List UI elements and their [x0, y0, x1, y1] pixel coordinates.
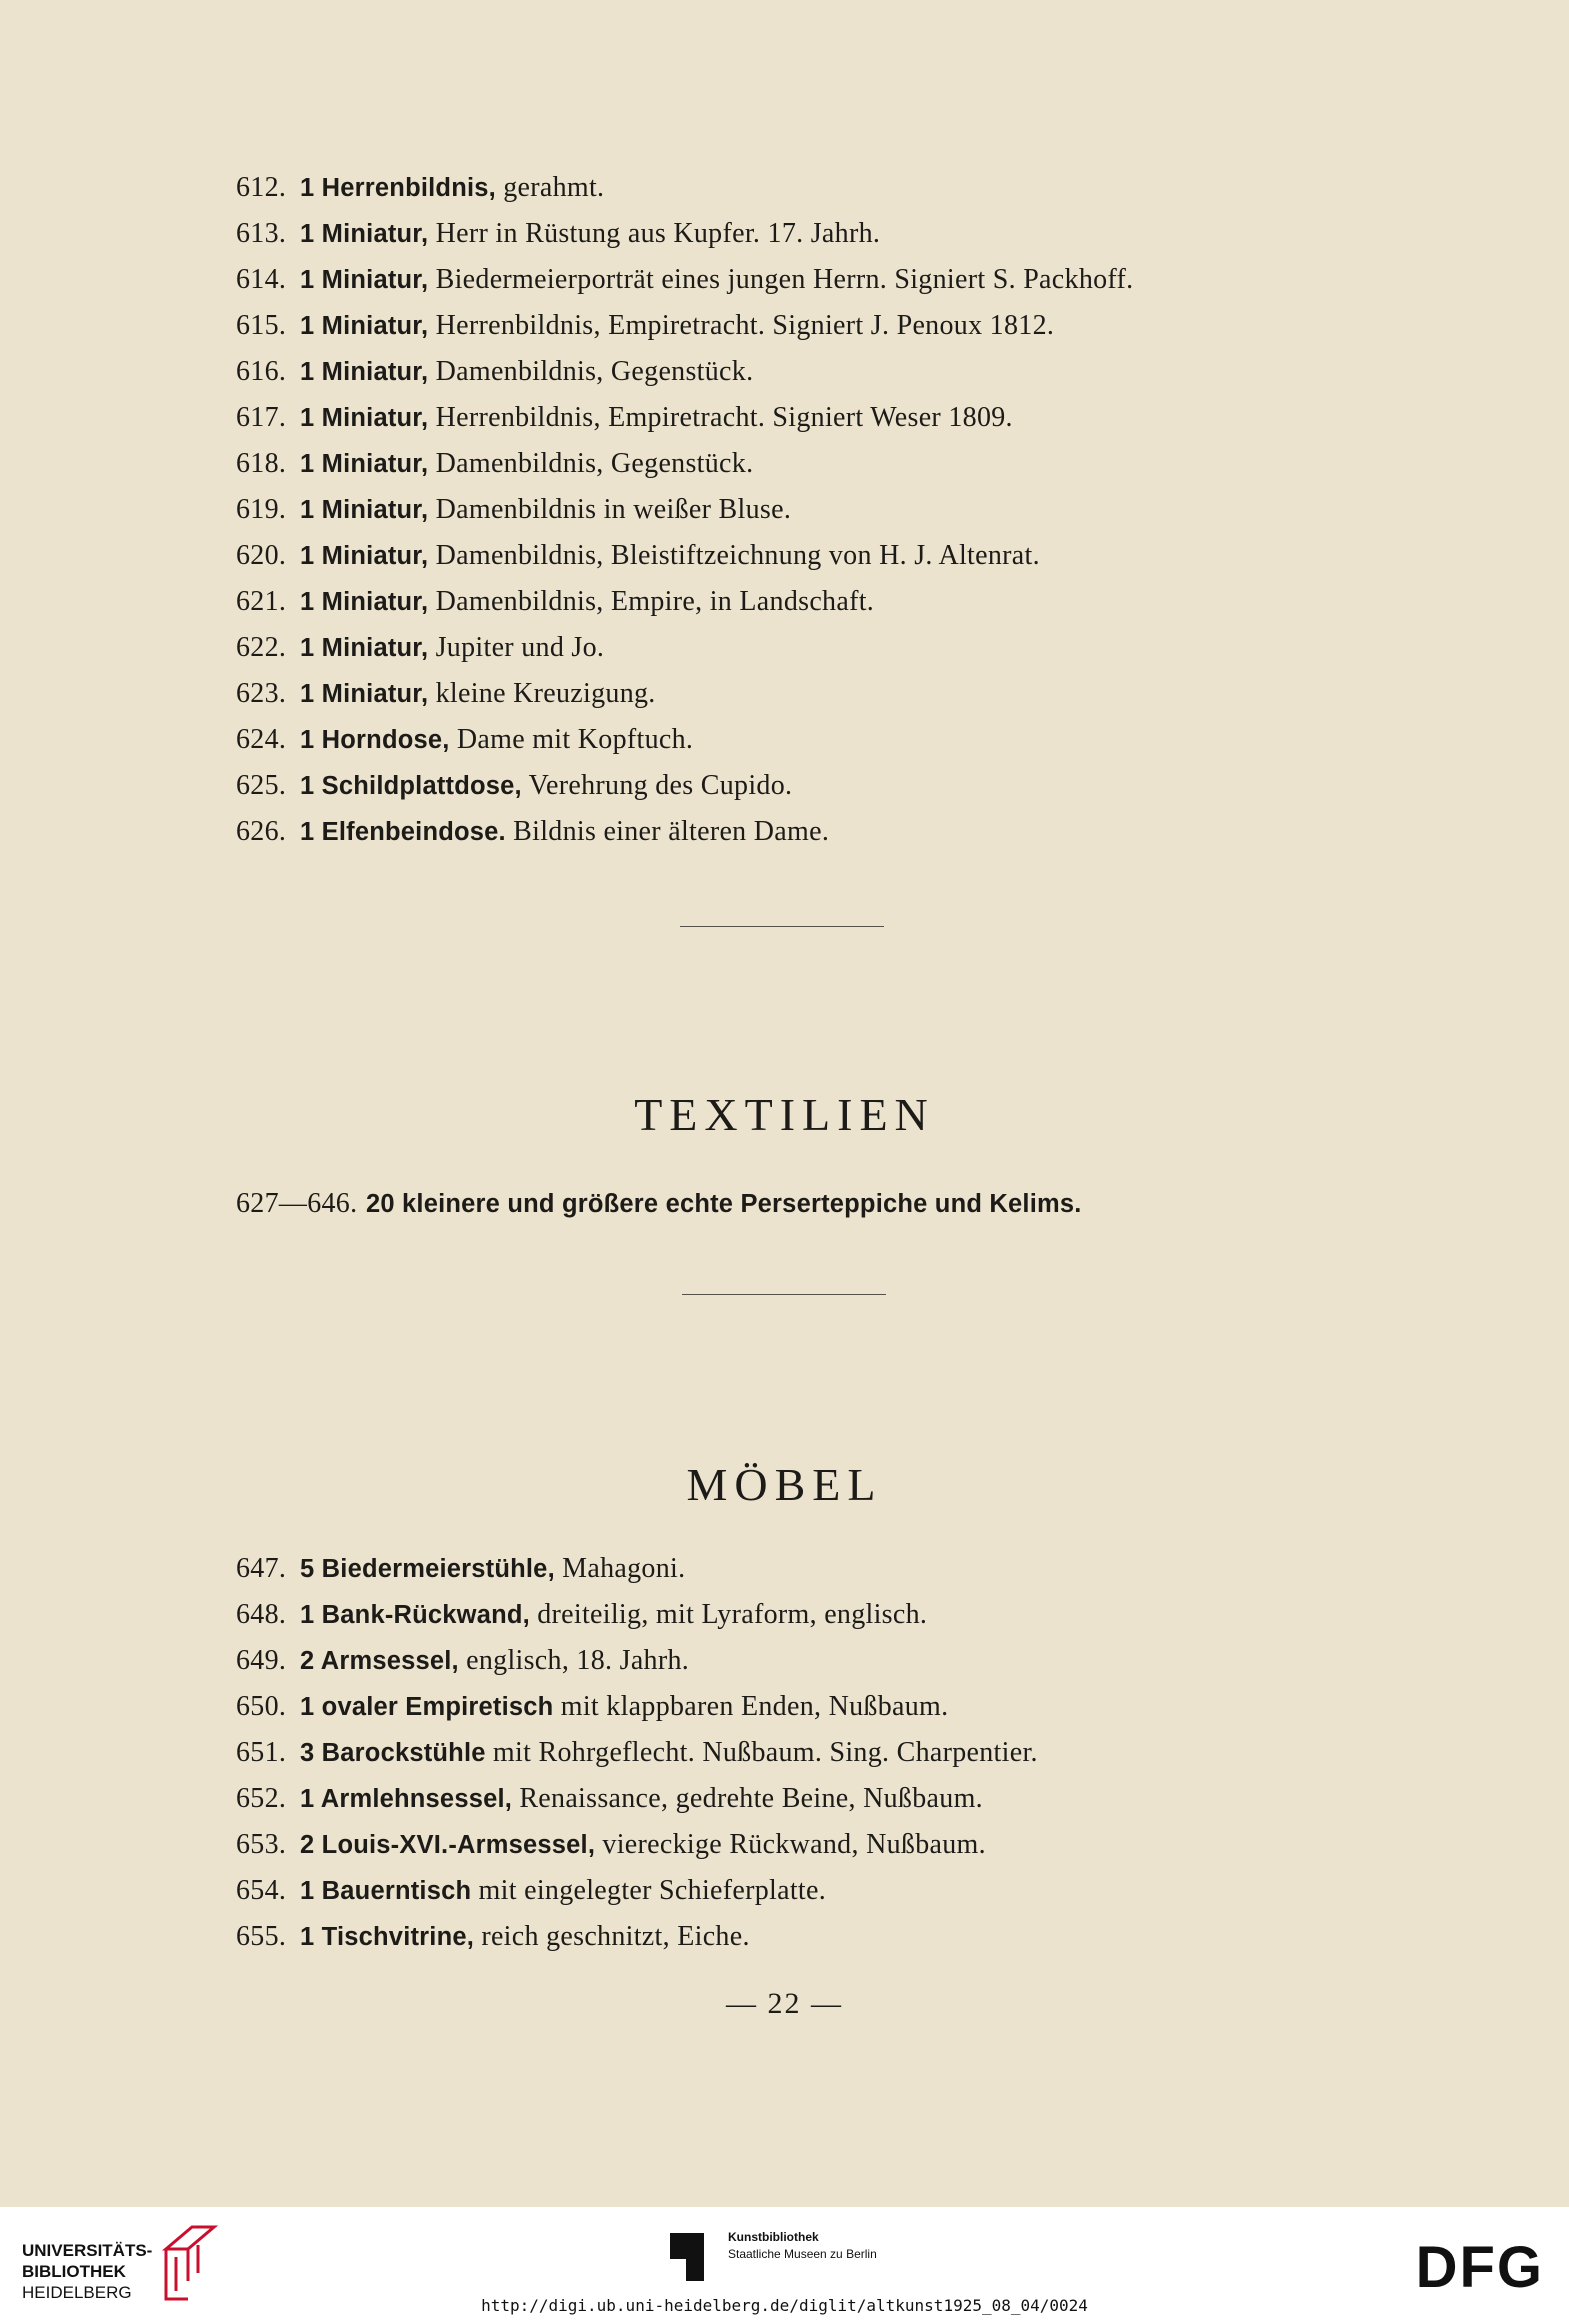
section-title-moebel: MÖBEL: [686, 1459, 883, 1510]
list-item: [236, 218, 880, 250]
footer: [0, 2207, 1569, 2320]
list-item: [236, 264, 1133, 296]
section-title-textilien: TEXTILIEN: [634, 1089, 935, 1140]
list-item: [236, 1599, 927, 1631]
lot-description: Damenbildnis in weißer Bluse.: [428, 494, 792, 525]
lot-title: 1 Miniatur,: [300, 450, 429, 478]
list-item: [236, 1691, 948, 1723]
list-item: [236, 1645, 689, 1677]
lot-title: 1 Armlehnsessel,: [300, 1785, 513, 1813]
ub-line-1: UNIVERSITÄTS-: [22, 2241, 153, 2260]
lot-title: 1 Herrenbildnis,: [300, 174, 496, 202]
list-item: [236, 816, 829, 848]
lot-description: kleine Kreuzigung.: [428, 678, 656, 709]
ub-line-2: BIBLIOTHEK: [22, 2262, 126, 2281]
list-item: [236, 1783, 983, 1815]
lot-description: Jupiter und Jo.: [428, 632, 605, 663]
list-item: [236, 1875, 826, 1907]
list-item: [236, 770, 792, 802]
list-item: [236, 172, 604, 204]
lot-number: 612.: [236, 172, 287, 203]
ub-line-3: HEIDELBERG: [22, 2283, 132, 2302]
kb-line-1: Kunstbibliothek: [728, 2230, 819, 2244]
lot-title: 1 Bank-Rückwand,: [300, 1601, 530, 1629]
lot-number: 623.: [236, 678, 287, 709]
lot-number: 648.: [236, 1599, 287, 1630]
lot-description: mit klappbaren Enden, Nußbaum.: [553, 1691, 949, 1722]
lot-number: 615.: [236, 310, 287, 341]
lot-number: 650.: [236, 1691, 287, 1722]
section-divider: [680, 926, 884, 927]
kunstbibliothek-logo-icon: [670, 2233, 716, 2283]
lot-number: 616.: [236, 356, 287, 387]
permalink-url[interactable]: http://digi.ub.uni-heidelberg.de/diglit/altkunst1925_08_04/0024: [481, 2296, 1088, 2315]
lot-description: Damenbildnis, Empire, in Landschaft.: [428, 586, 875, 617]
lot-number: 647.: [236, 1553, 287, 1584]
lot-number: 614.: [236, 264, 287, 295]
lot-title: 1 Miniatur,: [300, 220, 429, 248]
list-item: [236, 494, 791, 526]
lot-title: 1 Miniatur,: [300, 312, 429, 340]
lot-description: viereckige Rückwand, Nußbaum.: [595, 1829, 986, 1860]
lot-description: mit eingelegter Schieferplatte.: [471, 1875, 827, 1906]
lot-number: 627—646.: [236, 1188, 358, 1219]
lot-description: reich geschnitzt, Eiche.: [474, 1921, 750, 1952]
lot-title: 1 Schildplattdose,: [300, 772, 522, 800]
lot-title: 1 Miniatur,: [300, 634, 429, 662]
lot-description: Bildnis einer älteren Dame.: [505, 816, 830, 847]
lot-title: 1 Miniatur,: [300, 404, 429, 432]
lot-description: englisch, 18. Jahrh.: [458, 1645, 690, 1676]
list-item: [236, 448, 753, 480]
lot-title: 1 Miniatur,: [300, 358, 429, 386]
ub-heidelberg-wordmark[interactable]: [22, 2240, 152, 2303]
lot-title: 1 Horndose,: [300, 726, 450, 754]
lot-description: Verehrung des Cupido.: [521, 770, 793, 801]
lot-title: 1 Miniatur,: [300, 496, 429, 524]
lot-number: 621.: [236, 586, 287, 617]
lot-title: 1 Miniatur,: [300, 266, 429, 294]
list-item: [236, 724, 693, 756]
lot-description: Damenbildnis, Bleistiftzeichnung von H. J. Altenrat.: [428, 540, 1040, 571]
lot-title: 1 Bauerntisch: [300, 1877, 472, 1905]
list-item: [236, 586, 874, 618]
lot-number: 620.: [236, 540, 287, 571]
list-item: [236, 356, 753, 388]
dfg-logo[interactable]: DFG: [1415, 2235, 1544, 2300]
list-item: [236, 402, 1013, 434]
list-item: [236, 632, 604, 664]
lot-number: 617.: [236, 402, 287, 433]
kb-line-2: Staatliche Museen zu Berlin: [728, 2247, 877, 2261]
list-item: [236, 1829, 986, 1861]
list-item: [236, 1737, 1038, 1769]
lot-title: 1 Elfenbeindose.: [300, 818, 506, 846]
lot-number: 654.: [236, 1875, 287, 1906]
lot-number: 626.: [236, 816, 287, 847]
lot-description: Herr in Rüstung aus Kupfer. 17. Jahrh.: [428, 218, 881, 249]
lot-number: 652.: [236, 1783, 287, 1814]
list-item: [236, 1553, 685, 1585]
lot-description: Biedermeierporträt eines jungen Herrn. Signiert S. Packhoff.: [428, 264, 1134, 295]
kunstbibliothek-text[interactable]: [728, 2229, 877, 2263]
list-item: [236, 1188, 1082, 1220]
lot-title: 1 ovaler Empiretisch: [300, 1693, 554, 1721]
lot-description: Renaissance, gedrehte Beine, Nußbaum.: [512, 1783, 983, 1814]
lot-title: 20 kleinere und größere echte Perserteppiche und Kelims.: [366, 1190, 1082, 1218]
ub-heidelberg-logo-icon: [158, 2221, 218, 2303]
lot-description: mit Rohrgeflecht. Nußbaum. Sing. Charpentier.: [485, 1737, 1038, 1768]
lot-description: Herrenbildnis, Empiretracht. Signiert J. Penoux 1812.: [428, 310, 1055, 341]
lot-number: 653.: [236, 1829, 287, 1860]
lot-number: 619.: [236, 494, 287, 525]
list-item: [236, 1921, 750, 1953]
lot-description: dreiteilig, mit Lyraform, englisch.: [529, 1599, 928, 1630]
lot-description: Damenbildnis, Gegenstück.: [428, 448, 754, 479]
lot-number: 655.: [236, 1921, 287, 1952]
lot-description: Damenbildnis, Gegenstück.: [428, 356, 754, 387]
lot-number: 618.: [236, 448, 287, 479]
lot-description: Herrenbildnis, Empiretracht. Signiert Weser 1809.: [428, 402, 1013, 433]
lot-description: gerahmt.: [495, 172, 605, 203]
lot-title: 5 Biedermeierstühle,: [300, 1555, 555, 1583]
lot-number: 651.: [236, 1737, 287, 1768]
lot-number: 625.: [236, 770, 287, 801]
lot-number: 613.: [236, 218, 287, 249]
lot-number: 624.: [236, 724, 287, 755]
lot-number: 622.: [236, 632, 287, 663]
lot-title: 2 Armsessel,: [300, 1647, 459, 1675]
lot-title: 1 Miniatur,: [300, 542, 429, 570]
lot-description: Dame mit Kopftuch.: [449, 724, 694, 755]
lot-number: 649.: [236, 1645, 287, 1676]
section-divider: [682, 1294, 886, 1295]
lot-title: 1 Miniatur,: [300, 680, 429, 708]
list-item: [236, 310, 1054, 342]
lot-title: 1 Miniatur,: [300, 588, 429, 616]
list-item: [236, 678, 656, 710]
lot-title: 2 Louis-XVI.-Armsessel,: [300, 1831, 596, 1859]
list-item: [236, 540, 1040, 572]
lot-description: Mahagoni.: [554, 1553, 686, 1584]
lot-title: 1 Tischvitrine,: [300, 1923, 475, 1951]
page-number: — 22 —: [726, 1987, 843, 2020]
lot-title: 3 Barockstühle: [300, 1739, 486, 1767]
